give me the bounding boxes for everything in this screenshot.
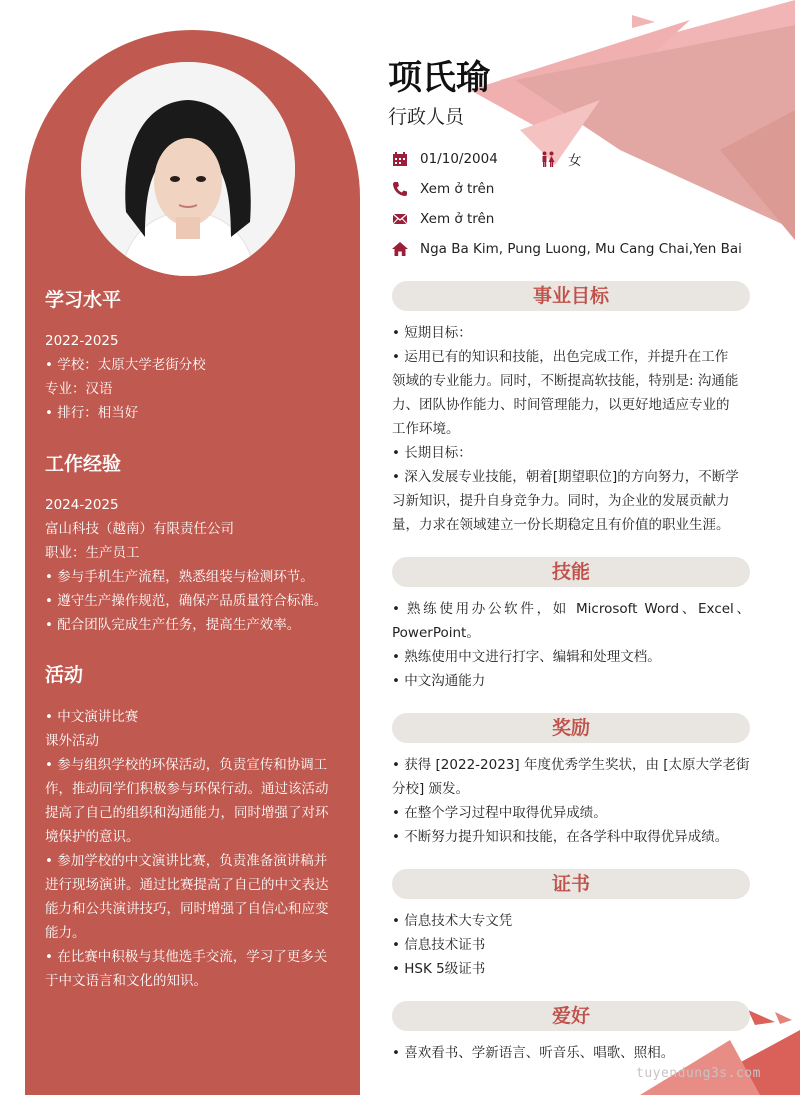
awards-heading: 奖励 xyxy=(392,713,750,743)
objective-line: 力、团队协作能力、时间管理能力，以更好地适应专业的 xyxy=(392,397,730,413)
work-line: • 遵守生产操作规范，确保产品质量符合标准。 xyxy=(45,593,328,609)
email-row xyxy=(392,209,494,229)
candidate-name: 项氏瑜 xyxy=(388,58,490,98)
gender-value: 女 xyxy=(568,153,582,169)
activity-line: 提高了自己的组织和沟通能力，同时增强了对环 xyxy=(45,805,329,821)
education-line: • 学校：太原大学老街分校 xyxy=(45,357,206,373)
work-line: 2024-2025 xyxy=(45,497,119,513)
objective-line: 习新知识，提升自身竞争力。同时，为企业的发展贡献力 xyxy=(392,493,730,509)
objective-line: • 短期目标： xyxy=(392,325,472,341)
work-line: • 参与手机生产流程，熟悉组装与检测环节。 xyxy=(45,569,314,585)
objective-line: • 深入发展专业技能，朝着[期望职位]的方向努力，不断学 xyxy=(392,469,739,485)
objective-details xyxy=(392,321,750,537)
activity-line: • 参与组织学校的环保活动，负责宣传和协调工 xyxy=(45,757,328,773)
activity-line: • 中文演讲比赛 xyxy=(45,709,139,725)
objective-line: • 运用已有的知识和技能，出色完成工作，并提升在工作 xyxy=(392,349,729,365)
awards-line: • 在整个学习过程中取得优异成绩。 xyxy=(392,805,607,821)
hobbies-details xyxy=(392,1041,750,1065)
activity-line: 于中文语言和文化的知识。 xyxy=(45,973,207,989)
objective-line: 领域的专业能力。同时，不断提高软技能，特别是: 沟通能 xyxy=(392,373,739,389)
certificates-heading: 证书 xyxy=(392,869,750,899)
activities-title: 活动 xyxy=(45,664,84,686)
skills-line: • 熟练使用中文进行打字、编辑和处理文档。 xyxy=(392,649,661,665)
objective-line: 工作环境。 xyxy=(392,421,460,437)
certificates-details xyxy=(392,909,750,981)
activity-line: 能力和公共演讲技巧，同时增强了自信心和应变 xyxy=(45,901,329,917)
avatar xyxy=(81,62,295,276)
education-title: 学习水平 xyxy=(45,289,122,311)
activity-line: • 参加学校的中文演讲比赛，负责准备演讲稿并 xyxy=(45,853,328,869)
education-details xyxy=(45,329,350,425)
activity-line: 课外活动 xyxy=(45,733,99,749)
skills-details xyxy=(392,597,750,693)
watermark: tuyendung3s.com xyxy=(636,1066,761,1081)
activity-line: 作，推动同学们积极参与环保行动。通过该活动 xyxy=(45,781,329,797)
activity-line: 进行现场演讲。通过比赛提高了自己的中文表达 xyxy=(45,877,329,893)
address-row xyxy=(392,239,742,259)
skills-line: • 熟练使用办公软件，如 Microsoft Word、Excel、 xyxy=(392,601,750,617)
gender-icon xyxy=(540,151,556,167)
work-line: 富山科技（越南）有限责任公司 xyxy=(45,521,234,537)
skills-line: • 中文沟通能力 xyxy=(392,673,486,689)
birthday-row xyxy=(392,149,498,169)
awards-line: • 不断努力提升知识和技能，在各学科中取得优异成绩。 xyxy=(392,829,729,845)
awards-line: 分校] 颁发。 xyxy=(392,781,470,797)
activity-line: 能力。 xyxy=(45,925,86,941)
certificate-line: • 信息技术证书 xyxy=(392,937,486,953)
phone-value: Xem ở trên xyxy=(420,181,495,197)
candidate-role: 行政人员 xyxy=(388,106,465,128)
gender-row xyxy=(540,149,582,169)
education-line: 专业：汉语 xyxy=(45,381,113,397)
work-line: 职业：生产员工 xyxy=(45,545,140,561)
home-icon xyxy=(392,241,408,257)
hobby-line: • 喜欢看书、学新语言、听音乐、唱歌、照相。 xyxy=(392,1045,675,1061)
activities-details xyxy=(45,705,350,993)
awards-details xyxy=(392,753,750,849)
certificate-line: • HSK 5级证书 xyxy=(392,961,486,977)
work-details xyxy=(45,493,350,637)
phone-row xyxy=(392,179,494,199)
hobbies-heading: 爱好 xyxy=(392,1001,750,1031)
objective-line: • 长期目标： xyxy=(392,445,472,461)
work-line: • 配合团队完成生产任务，提高生产效率。 xyxy=(45,617,301,633)
birthday-value: 01/10/2004 xyxy=(420,151,498,167)
awards-line: • 获得 [2022-2023] 年度优秀学生奖状，由 [太原大学老街 xyxy=(392,757,750,773)
phone-icon xyxy=(392,181,408,197)
activity-line: 境保护的意识。 xyxy=(45,829,140,845)
work-title: 工作经验 xyxy=(45,453,122,475)
address-value: Nga Ba Kim, Pung Luong, Mu Cang Chai,Yen Bai xyxy=(420,241,742,257)
objective-line: 量，力求在领域建立一份长期稳定且有价值的职业生涯。 xyxy=(392,517,730,533)
email-value: Xem ở trên xyxy=(420,211,495,227)
objective-heading: 事业目标 xyxy=(392,281,750,311)
activity-line: • 在比赛中积极与其他选手交流，学习了更多关 xyxy=(45,949,328,965)
skills-line: PowerPoint。 xyxy=(392,625,480,641)
calendar-icon xyxy=(392,151,408,167)
education-line: 2022-2025 xyxy=(45,333,119,349)
skills-heading: 技能 xyxy=(392,557,750,587)
email-icon xyxy=(392,211,408,227)
certificate-line: • 信息技术大专文凭 xyxy=(392,913,513,929)
education-line: • 排行：相当好 xyxy=(45,405,139,421)
